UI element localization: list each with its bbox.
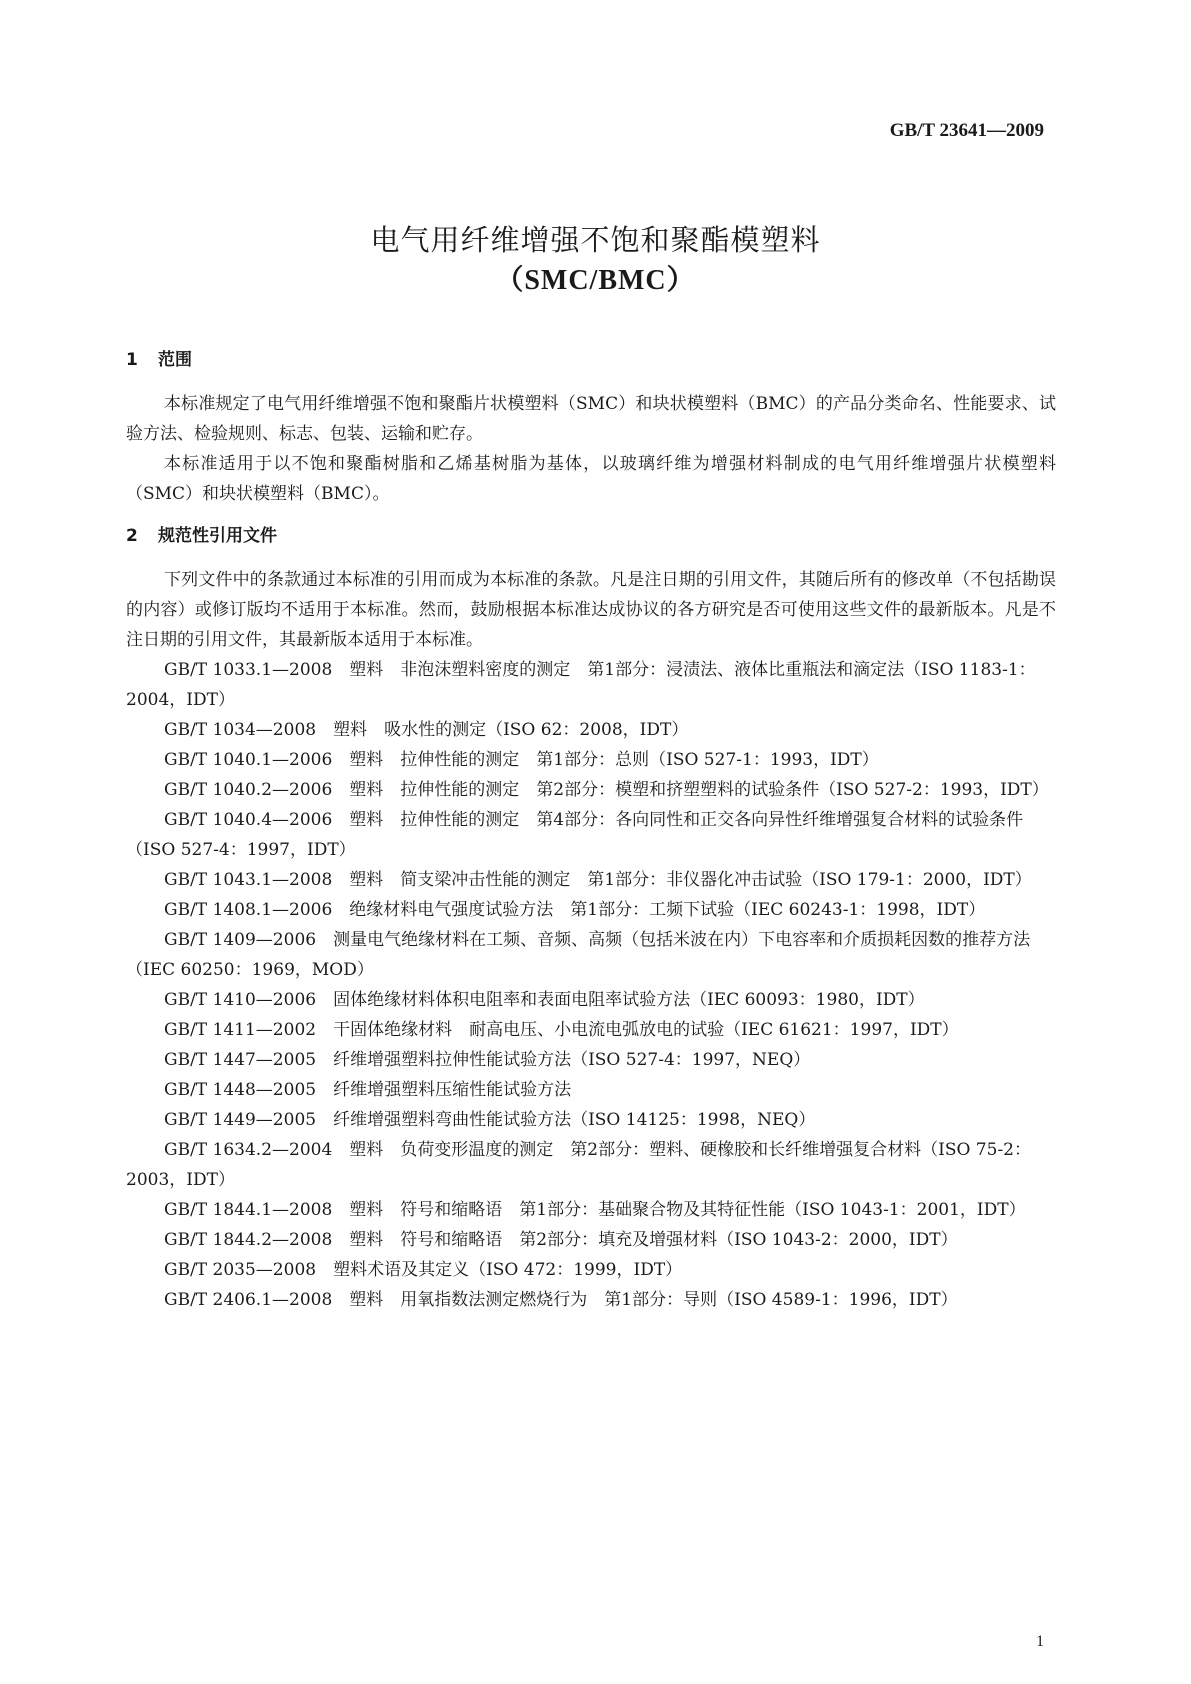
section-scope bbox=[126, 345, 1056, 509]
reference-item: GB/T 1411—2002 干固体绝缘材料 耐高电压、小电流电弧放电的试验（IEC 61621：1997，IDT） bbox=[164, 1020, 959, 1040]
reference-item: GB/T 1043.1—2008 塑料 简支梁冲击性能的测定 第1部分：非仪器化冲击试验（ISO 179-1：2000，IDT） bbox=[164, 870, 1032, 890]
reference-item: GB/T 1033.1—2008 塑料 非泡沫塑料密度的测定 第1部分：浸渍法、液体比重瓶法和滴定法（ISO 1183-1：2004，IDT） bbox=[126, 660, 1036, 710]
section-title: 规范性引用文件 bbox=[158, 526, 277, 546]
reference-item: GB/T 1040.2—2006 塑料 拉伸性能的测定 第2部分：模塑和挤塑塑料的试验条件（ISO 527-2：1993，IDT） bbox=[164, 780, 1049, 800]
reference-item: GB/T 1034—2008 塑料 吸水性的测定（ISO 62：2008，IDT） bbox=[164, 720, 689, 740]
reference-item: GB/T 2406.1—2008 塑料 用氧指数法测定燃烧行为 第1部分：导则（ISO 4589-1：1996，IDT） bbox=[164, 1290, 958, 1310]
paragraph: 下列文件中的条款通过本标准的引用而成为本标准的条款。凡是注日期的引用文件，其随后所有的修改单（不包括勘误的内容）或修订版均不适用于本标准。然而，鼓励根据本标准达成协议的各方研究是否可使用这些文件的最新版本。凡是不注日期的引用文件，其最新版本适用于本标准。 bbox=[126, 570, 1056, 650]
reference-item: GB/T 1409—2006 测量电气绝缘材料在工频、音频、高频（包括米波在内）下电容率和介质损耗因数的推荐方法（IEC 60250：1969，MOD） bbox=[126, 930, 1031, 980]
paragraph: 本标准适用于以不饱和聚酯树脂和乙烯基树脂为基体，以玻璃纤维为增强材料制成的电气用纤维增强片状模塑料（SMC）和块状模塑料（BMC）。 bbox=[126, 454, 1056, 504]
reference-item: GB/T 1040.4—2006 塑料 拉伸性能的测定 第4部分：各向同性和正交各向异性纤维增强复合材料的试验条件（ISO 527-4：1997，IDT） bbox=[126, 810, 1024, 860]
reference-item: GB/T 1844.2—2008 塑料 符号和缩略语 第2部分：填充及增强材料（ISO 1043-2：2000，IDT） bbox=[164, 1230, 958, 1250]
reference-item: GB/T 2035—2008 塑料术语及其定义（ISO 472：1999，IDT） bbox=[164, 1260, 683, 1280]
section-number: 2 bbox=[126, 526, 138, 546]
reference-item: GB/T 1634.2—2004 塑料 负荷变形温度的测定 第2部分：塑料、硬橡胶和长纤维增强复合材料（ISO 75-2：2003，IDT） bbox=[126, 1140, 1031, 1190]
reference-item: GB/T 1448—2005 纤维增强塑料压缩性能试验方法 bbox=[164, 1080, 572, 1100]
section-heading bbox=[126, 521, 1056, 551]
reference-item: GB/T 1449—2005 纤维增强塑料弯曲性能试验方法（ISO 14125：1998，NEQ） bbox=[164, 1110, 816, 1130]
document-title: 电气用纤维增强不饱和聚酯模塑料 bbox=[370, 223, 821, 257]
document-body bbox=[126, 345, 1056, 1327]
reference-item: GB/T 1040.1—2006 塑料 拉伸性能的测定 第1部分：总则（ISO 527-1：1993，IDT） bbox=[164, 750, 879, 770]
section-number: 1 bbox=[126, 350, 138, 370]
reference-item: GB/T 1844.1—2008 塑料 符号和缩略语 第1部分：基础聚合物及其特征性能（ISO 1043-1：2001，IDT） bbox=[164, 1200, 1026, 1220]
page-number: 1 bbox=[1036, 1633, 1044, 1650]
reference-item: GB/T 1410—2006 固体绝缘材料体积电阻率和表面电阻率试验方法（IEC 60093：1980，IDT） bbox=[164, 990, 925, 1010]
document-subtitle: （SMC/BMC） bbox=[495, 265, 696, 296]
standard-number: GB/T 23641—2009 bbox=[889, 120, 1044, 141]
section-heading bbox=[126, 345, 1056, 375]
reference-item: GB/T 1447—2005 纤维增强塑料拉伸性能试验方法（ISO 527-4：1997，NEQ） bbox=[164, 1050, 811, 1070]
paragraph: 本标准规定了电气用纤维增强不饱和聚酯片状模塑料（SMC）和块状模塑料（BMC）的产品分类命名、性能要求、试验方法、检验规则、标志、包装、运输和贮存。 bbox=[126, 394, 1056, 444]
section-normative-references bbox=[126, 521, 1056, 1315]
section-title: 范围 bbox=[158, 350, 192, 370]
reference-item: GB/T 1408.1—2006 绝缘材料电气强度试验方法 第1部分：工频下试验（IEC 60243-1：1998，IDT） bbox=[164, 900, 986, 920]
